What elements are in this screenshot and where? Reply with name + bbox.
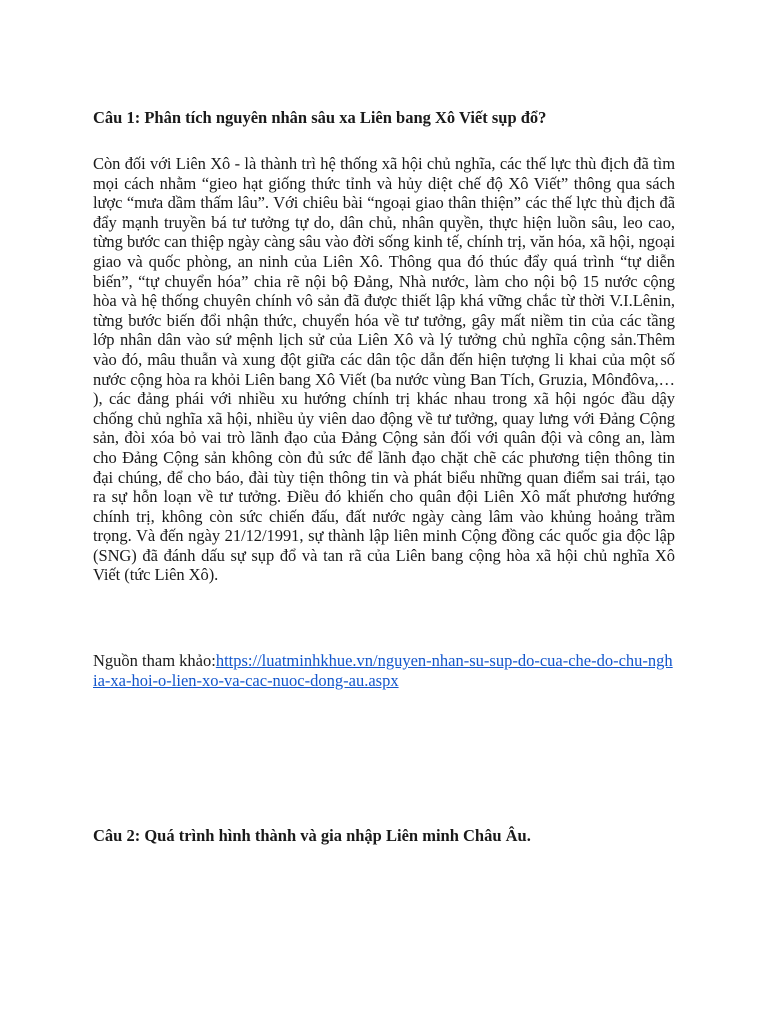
question-2-heading: Câu 2: Quá trình hình thành và gia nhập Liên minh Châu Âu. — [93, 826, 531, 845]
source-link[interactable]: https://luatminhkhue.vn/nguyen-nhan-su-sup-do-cua-che-do-chu-nghia-xa-hoi-o-lien-xo-va-cac-nuoc-dong-au.aspx — [93, 651, 673, 690]
question-1-answer-paragraph: Còn đối với Liên Xô - là thành trì hệ thống xã hội chủ nghĩa, các thế lực thù địch đã tìm mọi cách nhằm “gieo hạt giống thức tỉnh và hủy diệt chế độ Xô Viết” thông qua sách lược “mưa dầm thấm lâu”. Với chiêu bài “ngoại giao thân thiện” các thế lực thù địch đã đẩy mạnh truyền bá tư tưởng tự do, dân chủ, nhân quyền, thực hiện luồn sâu, leo cao, từng bước can thiệp ngày càng sâu vào đời sống kinh tế, chính trị, văn hóa, xã hội, ngoại giao và quốc phòng, an ninh của Liên Xô. Thông qua đó thúc đẩy quá trình “tự diễn biến”, “tự chuyển hóa” chia rẽ nội bộ Đảng, Nhà nước, làm cho nội bộ 15 nước cộng hòa và hệ thống chuyên chính vô sản đã được thiết lập khá vững chắc từ thời V.I.Lênin, từng bước biến đổi nhận thức, chuyển hóa về tư tưởng, gây mất niềm tin của các tầng lớp nhân dân vào sứ mệnh lịch sử của Liên Xô và lý tưởng chủ nghĩa cộng sản.Thêm vào đó, mâu thuẫn và xung đột giữa các dân tộc dẫn đến hiện tượng li khai của một số nước cộng hòa ra khỏi Liên bang Xô Viết (ba nước vùng Ban Tích, Gruzia, Mônđôva,… ), các đảng phái với nhiều xu hướng chính trị khác nhau trong xã hội ngóc đầu dậy chống chủ nghĩa xã hội, nhiều ủy viên dao động về tư tưởng, quay lưng với Đảng Cộng sản, đòi xóa bỏ vai trò lãnh đạo của Đảng Cộng sản đối với quân đội và công an, làm cho Đảng Cộng sản không còn đủ sức để lãnh đạo chặt chẽ các phương tiện thông tin đại chúng, để cho báo, đài tùy tiện thông tin và phát biểu những quan điểm sai trái, tạo ra sự hỗn loạn về tư tưởng. Điều đó khiến cho quân đội Liên Xô mất phương hướng chính trị, không còn sức chiến đấu, đất nước ngày càng lâm vào khủng hoảng trầm trọng. Và đến ngày 21/12/1991, sự thành lập liên minh Cộng đồng các quốc gia độc lập (SNG) đã đánh dấu sự sụp đổ và tan rã của Liên bang cộng hòa xã hội chủ nghĩa Xô Viết (tức Liên Xô). — [93, 154, 675, 585]
source-label: Nguồn tham khảo: — [93, 651, 216, 670]
source-reference — [93, 651, 675, 691]
question-1-heading: Câu 1: Phân tích nguyên nhân sâu xa Liên bang Xô Viết sụp đổ? — [93, 108, 547, 127]
